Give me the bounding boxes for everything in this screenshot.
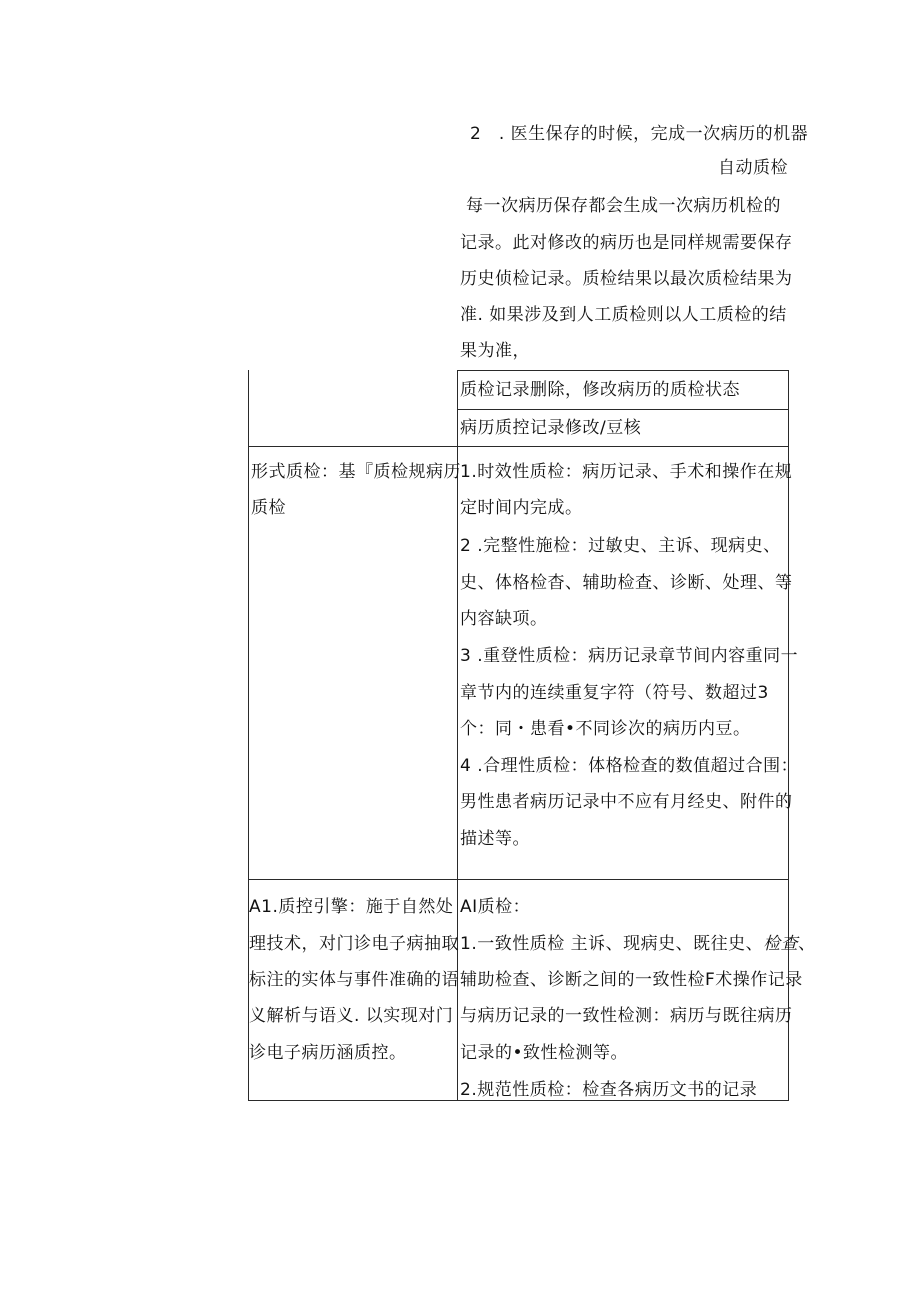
cell-formal-right: 章节内的连续重复字符（符号、数超过3 — [460, 683, 769, 703]
cell-formal-right: 1.时效性质检：病历记录、手术和操作在规 — [460, 462, 793, 482]
paragraph-line: 历史侦检记录。质检结果以最次质检结果为 — [460, 269, 793, 289]
cell-ai-left: 诊电子病历涵质控。 — [249, 1043, 407, 1063]
table-rule-1 — [457, 370, 789, 371]
paragraph-line: 记录。此对修改的病历也是同样规需要保存 — [460, 233, 793, 253]
cell-formal-right: 4 .合理性质检：体格检查的数值超过合围： — [460, 756, 799, 776]
cell-ai-line: 辅助检查、诊断之间的一致性检F术操作记录 — [460, 970, 803, 990]
ai-line-part: 、 — [798, 934, 816, 954]
cell-formal-right: 定时间内完成。 — [460, 498, 583, 518]
cell-ai-line: 2.规范性质检：检查各病历文书的记录 — [460, 1080, 758, 1100]
table-rule-3 — [248, 446, 789, 447]
paragraph-line: 准. 如果涉及到人工质检则以人工质检的结 — [460, 305, 787, 325]
table-rule-4 — [248, 879, 789, 880]
cell-ai-left: A1.质控引擎：施于自然处 — [249, 897, 454, 917]
cell-ai-title: AI质检： — [460, 897, 531, 917]
cell-ai-line — [460, 927, 816, 961]
cell-formal-right: 3 .重登性质检：病历记录章节间内容重同一 — [460, 646, 799, 666]
cell-modify-record: 病历质控记录修改/豆核 — [460, 418, 642, 438]
cell-ai-left: 标注的实体与事件准确的语 — [249, 970, 459, 990]
cell-formal-right: 个：同・患看•不同诊次的病历内豆。 — [460, 719, 751, 739]
paragraph-line: 每一次病历保存都会生成一次病历机检的 — [466, 196, 781, 216]
cell-formal-left: 形式质检：基『质检规病历 — [251, 462, 461, 482]
cell-formal-left: 质检 — [251, 498, 286, 518]
cell-ai-left: 理技术，对门诊电子病抽取 — [249, 934, 459, 954]
cell-formal-right: 内容缺项。 — [460, 609, 548, 629]
cell-formal-right: 2 .完整性施检：过敏史、主诉、现病史、 — [460, 536, 781, 556]
ai-line-italic: 检查 — [763, 934, 799, 954]
cell-ai-left: 义解析与语义. 以实现对门 — [249, 1006, 454, 1026]
cell-ai-line: 与病历记录的一致性检测：病历与既往病历 — [460, 1006, 793, 1026]
cell-ai-line: 记录的•致性检测等。 — [460, 1043, 629, 1063]
cell-delete-record: 质检记录删除，修改病历的质检状态 — [460, 380, 740, 400]
heading-line-1: 2 . 医生保存的时候，完成一次病历的机器 — [470, 124, 809, 144]
cell-formal-right: 男性患者病历记录中不应有月经史、附件的 — [460, 792, 793, 812]
heading-line-2: 自动质检 — [718, 158, 788, 178]
cell-formal-right: 描述等。 — [460, 829, 530, 849]
cell-formal-right: 史、体格检杳、辅助检查、诊断、处理、等 — [460, 573, 793, 593]
paragraph-line: 果为准， — [460, 341, 530, 361]
ai-line-part: 1.一致性质检 主诉、现病史、既往史、 — [460, 934, 764, 954]
table-rule-2 — [457, 409, 789, 410]
